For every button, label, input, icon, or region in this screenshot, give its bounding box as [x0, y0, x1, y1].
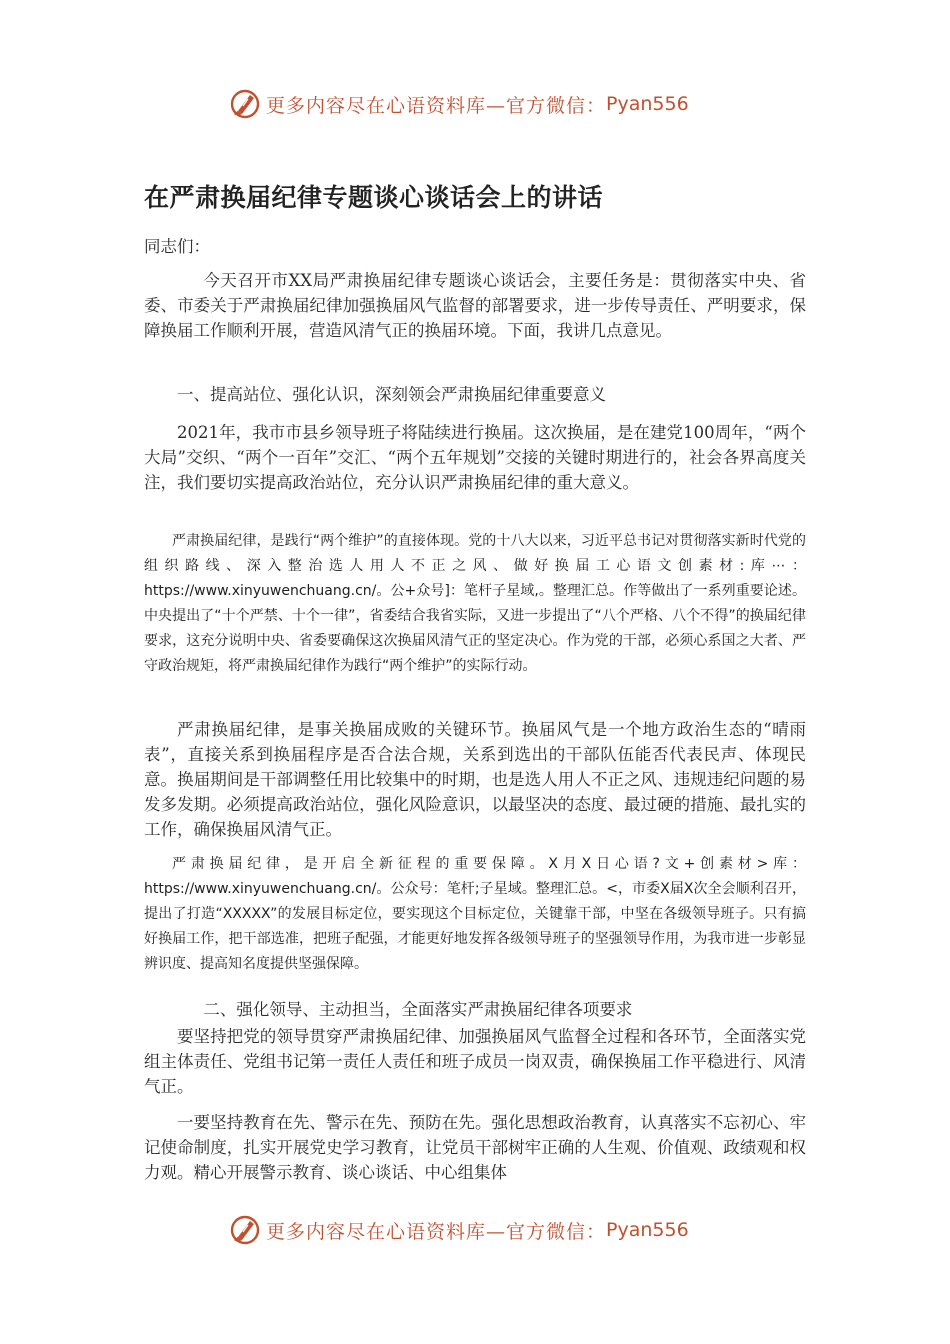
paragraph-4: 严肃换届纪律，是事关换届成败的关键环节。换届风气是一个地方政治生态的“晴雨表”，直接关系到换届程序是否合法合规，关系到选出的干部队伍能否代表民声、体现民意。换届期间是干部调整任用比较集中的时期，也是选人用人不正之风、违规违纪问题的易发多发期。必须提高政治站位，强化风险意识，以最坚决的态度、最过硬的措施、最扎实的工作，确保换届风清气正。: [144, 720, 806, 839]
paragraph-intro: 今天召开市XX局严肃换届纪律专题谈心谈话会，主要任务是：贯彻落实中央、省委、市委关于严肃换届纪律加强换届风气监督的部署要求，进一步传导责任、严明要求，保障换届工作顺利开展，营造风清气正的换届环境。下面，我讲几点意见。: [144, 271, 806, 340]
banner-wechat-id: Pyan556: [606, 1219, 689, 1241]
header-banner: [228, 84, 748, 124]
heading-1-block: [144, 382, 806, 407]
paragraph-5-block: [144, 852, 806, 977]
pen-nib-logo-icon: [228, 1213, 262, 1247]
paragraph-8-block: [144, 1110, 806, 1185]
paragraph-2: 2021年，我市市县乡领导班子将陆续进行换届。这次换届，是在建党100周年，“两个大局”交织、“两个一百年”交汇、“两个五年规划”交接的关键时期进行的，社会各界高度关注，我们要切实提高政治站位，充分认识严肃换届纪律的重大意义。: [144, 423, 806, 492]
greeting-block: [144, 234, 806, 259]
pen-nib-logo-icon: [228, 87, 262, 121]
section-heading-2: 二、强化领导、主动担当，全面落实严肃换届纪律各项要求: [203, 1000, 633, 1019]
paragraph-intro-block: [144, 268, 806, 343]
paragraph-5: 严肃换届纪律，是开启全新征程的重要保障。X月X日心语?文+创素材>库：https://www.xinyuwenchuang.cn/。公众号：笔杆;子星域。整理汇总。<，市委X届X次全会顺利召开，提出了打造“XXXXX”的发展目标定位，要实现这个目标定位，关键靠干部，中坚在各级领导班子。只有搞好换届工作，把干部选准，把班子配强，才能更好地发挥各级领导班子的坚强领导作用，为我市进一步彰显辨识度、提高知名度提供坚强保障。: [144, 856, 806, 972]
banner-text: 更多内容尽在心语资料库—官方微信：: [266, 1220, 607, 1243]
greeting: 同志们：: [144, 237, 210, 256]
paragraph-2-block: [144, 420, 806, 495]
section-heading-1: 一、提高站位、强化认识，深刻领会严肃换届纪律重要意义: [177, 385, 606, 404]
paragraph-7: 要坚持把党的领导贯穿严肃换届纪律、加强换届风气监督全过程和各环节，全面落实党组主体责任、党组书记第一责任人责任和班子成员一岗双责，确保换届工作平稳进行、风清气正。: [144, 1027, 806, 1096]
banner-wechat-id: Pyan556: [606, 93, 689, 115]
paragraph-8: 一要坚持教育在先、警示在先、预防在先。强化思想政治教育，认真落实不忘初心、牢记使命制度，扎实开展党史学习教育，让党员干部树牢正确的人生观、价值观、政绩观和权力观。精心开展警示教育、谈心谈话、中心组集体: [144, 1113, 806, 1182]
footer-banner: [228, 1210, 748, 1250]
paragraph-3: 严肃换届纪律，是践行“两个维护”的直接体现。党的十八大以来，习近平总书记对贯彻落实新时代党的组织路线、深入整治选人用人不正之风、做好换届工心语文创素材:库⋯：https://www.xinyuwenchuang.cn/。公+众号]：笔杆子星域,。整理汇总。作等做出了一系列重要论述。中央提出了“十个严禁、十个一律”，省委结合我省实际，又进一步提出了“八个严格、八个不得”的换届纪律要求，这充分说明中央、省委要确保这次换届风清气正的坚定决心。作为党的干部，必须心系国之大者、严守政治规矩，将严肃换届纪律作为践行“两个维护”的实际行动。: [144, 533, 806, 674]
heading-2-block: [144, 997, 806, 1022]
paragraph-4-block: [144, 717, 806, 842]
paragraph-7-block: [144, 1024, 806, 1099]
document-title: 在严肃换届纪律专题谈心谈话会上的讲话: [144, 183, 604, 212]
banner-text: 更多内容尽在心语资料库—官方微信：: [266, 94, 607, 117]
paragraph-3-block: [144, 529, 806, 679]
